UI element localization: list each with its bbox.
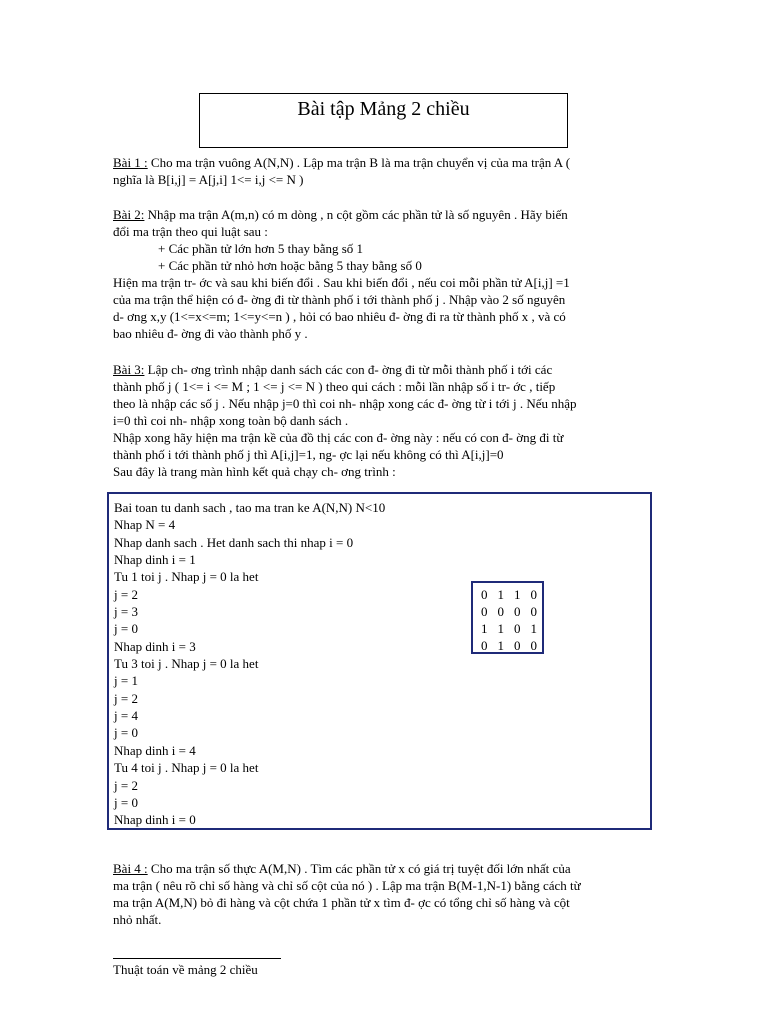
exercise-2-line: bao nhiêu đ- ờng đi vào thành phố y . xyxy=(113,326,308,341)
exercise-4-line: Cho ma trận số thực A(M,N) . Tìm các phần tử x có giá trị tuyệt đối lớn nhất của xyxy=(147,861,571,876)
exercise-4-label: Bài 4 : xyxy=(113,861,148,876)
matrix-cell: 1 xyxy=(481,621,488,636)
exercise-4-line: nhỏ nhất. xyxy=(113,912,162,927)
exercise-3-line: Sau đây là trang màn hình kết quả chạy ch- ơng trình : xyxy=(113,464,396,479)
exercise-2-line: của ma trận thể hiện có đ- ờng đi từ thành phố i tới thành phố j . Nhập vào 2 số nguyên xyxy=(113,292,566,307)
exercise-3-line: Lập ch- ơng trình nhập danh sách các con đ- ờng đi từ mỗi thành phố i tới các xyxy=(144,362,553,377)
matrix-cell: 0 xyxy=(514,604,521,619)
exercise-3-line: thành phố i tới thành phố j thì A[i,j]=1, ng- ợc lại nếu không có thì A[i,j]=0 xyxy=(113,447,504,462)
exercise-3-line: Nhập xong hãy hiện ma trận kề của đồ thị các con đ- ờng này : nếu có con đ- ờng đi từ xyxy=(113,430,564,445)
output-line: Tu 3 toi j . Nhap j = 0 la het xyxy=(114,656,259,672)
exercise-3-line: theo là nhập các số j . Nếu nhập j=0 thì coi nh- nhập xong các đ- ờng từ i tới j . Nếu nhập xyxy=(113,396,577,411)
output-line: Bai toan tu danh sach , tao ma tran ke A(N,N) N<10 xyxy=(114,500,386,515)
output-line: Nhap N = 4 xyxy=(114,517,176,533)
matrix-cell: 1 xyxy=(514,587,521,602)
exercise-3-label: Bài 3: xyxy=(113,362,145,377)
output-line: Nhap dinh i = 0 xyxy=(114,812,196,828)
output-line: j = 4 xyxy=(114,708,138,724)
output-line: Nhap dinh i = 3 xyxy=(114,638,196,654)
output-line: j = 2 xyxy=(114,777,138,793)
matrix-cell: 0 xyxy=(497,604,504,619)
exercise-2-line: d- ơng x,y (1<=x<=m; 1<=y<=n ) , hỏi có bao nhiêu đ- ờng đi ra từ thành phố x , và có xyxy=(113,309,566,324)
matrix-cell: 0 xyxy=(514,621,521,636)
exercise-2-bullet: + Các phần tử nhỏ hơn hoặc bằng 5 thay bằng số 0 xyxy=(158,258,422,273)
exercise-2-line: Hiện ma trận tr- ớc và sau khi biến đổi . Sau khi biến đổi , nếu coi mỗi phần tử A[i,j] =1 xyxy=(113,275,570,290)
exercise-3-line: thành phố j ( 1<= i <= M ; 1 <= j <= N ) theo qui cách : mỗi lần nhập số i tr- ớc , tiếp xyxy=(113,379,556,394)
matrix-cell: 0 xyxy=(481,638,488,653)
exercise-4 xyxy=(113,860,656,928)
matrix-row xyxy=(476,620,542,637)
program-output-box xyxy=(107,492,652,830)
output-line: j = 1 xyxy=(114,673,138,689)
output-line: Nhap danh sach . Het danh sach thi nhap i = 0 xyxy=(114,534,354,550)
exercise-4-line: ma trận A(M,N) bỏ đi hàng và cột chứa 1 phần tử x tìm đ- ợc có tổng chỉ số hàng và cột xyxy=(113,895,570,910)
output-line: j = 0 xyxy=(114,725,138,741)
matrix-cell: 0 xyxy=(530,604,537,619)
output-line: j = 2 xyxy=(114,690,138,706)
exercise-1-label: Bài 1 : xyxy=(113,155,148,170)
program-output-lines xyxy=(114,499,645,829)
exercise-3-line: i=0 thì coi nh- nhập xong toàn bộ danh sách . xyxy=(113,413,349,428)
matrix-cell: 0 xyxy=(481,604,488,619)
matrix-row xyxy=(476,603,542,620)
page-footer: Thuật toán về mảng 2 chiều xyxy=(113,962,258,977)
matrix-cell: 0 xyxy=(514,638,521,653)
exercise-1-line: nghĩa là B[i,j] = A[j,i] 1<= i,j <= N ) xyxy=(113,172,304,187)
exercise-1-line: Cho ma trận vuông A(N,N) . Lập ma trận B là ma trận chuyển vị của ma trận A ( xyxy=(147,155,571,170)
exercise-3 xyxy=(113,361,656,480)
matrix-cell: 0 xyxy=(481,587,488,602)
output-line: Nhap dinh i = 1 xyxy=(114,552,196,568)
exercise-1 xyxy=(113,154,656,188)
footer-divider xyxy=(113,958,281,959)
matrix-cell: 0 xyxy=(530,587,537,602)
matrix-row xyxy=(476,586,542,603)
exercise-2-bullet: + Các phần tử lớn hơn 5 thay bằng số 1 xyxy=(158,241,364,256)
output-line: Nhap dinh i = 4 xyxy=(114,742,196,758)
matrix-cell: 1 xyxy=(497,621,504,636)
matrix-rows xyxy=(476,586,542,654)
matrix-cell: 1 xyxy=(530,621,537,636)
exercise-2-line: Nhập ma trận A(m,n) có m dòng , n cột gồm các phần tử là số nguyên . Hãy biến xyxy=(144,207,568,222)
exercise-4-line: ma trận ( nêu rõ chỉ số hàng và chỉ số cột của nó ) . Lập ma trận B(M-1,N-1) bằng cách từ xyxy=(113,878,581,893)
output-line: Tu 4 toi j . Nhap j = 0 la het xyxy=(114,760,259,776)
output-line: j = 3 xyxy=(114,604,138,620)
output-line: j = 2 xyxy=(114,586,138,602)
exercise-2-label: Bài 2: xyxy=(113,207,145,222)
exercise-2 xyxy=(113,206,656,342)
output-line: j = 0 xyxy=(114,621,138,637)
title-box xyxy=(199,93,568,148)
adjacency-matrix xyxy=(471,581,544,654)
matrix-cell: 0 xyxy=(530,638,537,653)
exercise-2-line: đổi ma trận theo qui luật sau : xyxy=(113,224,268,239)
page-title: Bài tập Mảng 2 chiều xyxy=(297,98,470,120)
matrix-cell: 1 xyxy=(497,587,504,602)
output-line: j = 0 xyxy=(114,794,138,810)
output-line: Tu 1 toi j . Nhap j = 0 la het xyxy=(114,569,259,585)
matrix-row xyxy=(476,637,542,654)
matrix-cell: 1 xyxy=(497,638,504,653)
